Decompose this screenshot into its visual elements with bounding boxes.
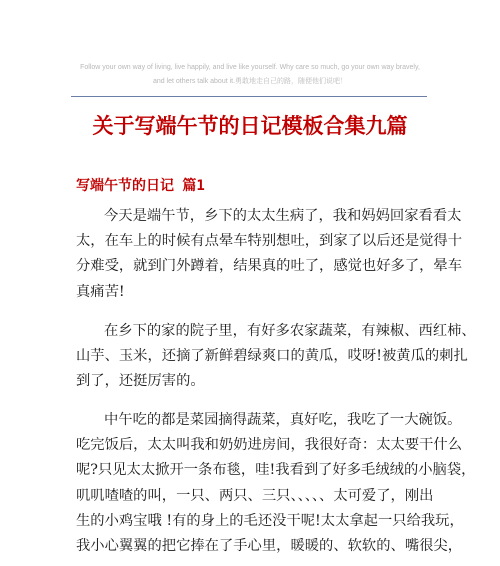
header-motto-line-1: Follow your own way of living, live happily, and live like yourself. Why care so much, go your own way bravely, [80,64,420,71]
paragraph-line: 分难受，就到门外蹲着，结果真的吐了，感觉也好多了，晕车 [76,258,463,275]
paragraph-line: 生的小鸡宝哦 !有的身上的毛还没干呢!太太拿起一只给我玩， [76,512,464,529]
paragraph-line: 叽叽喳喳的叫，一只、两只、三只、、、、、太可爱了，刚出 [76,487,434,504]
paragraph-line: 在乡下的家的院子里，有好多农家蔬菜，有辣椒、西红柿、 [104,323,476,339]
document-title: 关于写端午节的日记模板合集九篇 [92,113,408,138]
paragraph-line: 山芋、玉米，还摘了新鲜碧绿爽口的黄瓜，哎呀!被黄瓜的刺扎 [76,348,468,365]
paragraph-line: 我小心翼翼的把它捧在了手心里，暖暖的、软软的、嘴很尖， [76,537,463,554]
paragraph-line: 吃完饭后，太太叫我和奶奶进房间，我很好奇：太太要干什么 [76,437,463,454]
paragraph-line: 中午吃的都是菜园摘得蔬菜，真好吃，我吃了一大碗饭。 [104,412,462,428]
paragraph-line: 太，在车上的时候有点晕车特别想吐，到家了以后还是觉得十 [76,233,463,250]
header-motto-line-2: and let others talk about it.勇敢地走自己的路，随便他们说吧！ [152,78,348,85]
paragraph-3 [76,408,475,559]
paragraph-line: 到了，还挺厉害的。 [76,373,205,390]
paragraph-line: 呢?只见太太掀开一条布毯，哇!我看到了好多毛绒绒的小脑袋， [76,462,476,479]
header-divider [71,96,427,97]
paragraph-line: 真痛苦! [76,283,125,300]
paragraph-line: 今天是端午节，乡下的太太生病了，我和妈妈回家看看太 [104,208,462,224]
paragraph-2 [76,319,476,395]
paragraph-1 [76,204,462,305]
section-heading: 写端午节的日记 篇1 [76,178,205,194]
